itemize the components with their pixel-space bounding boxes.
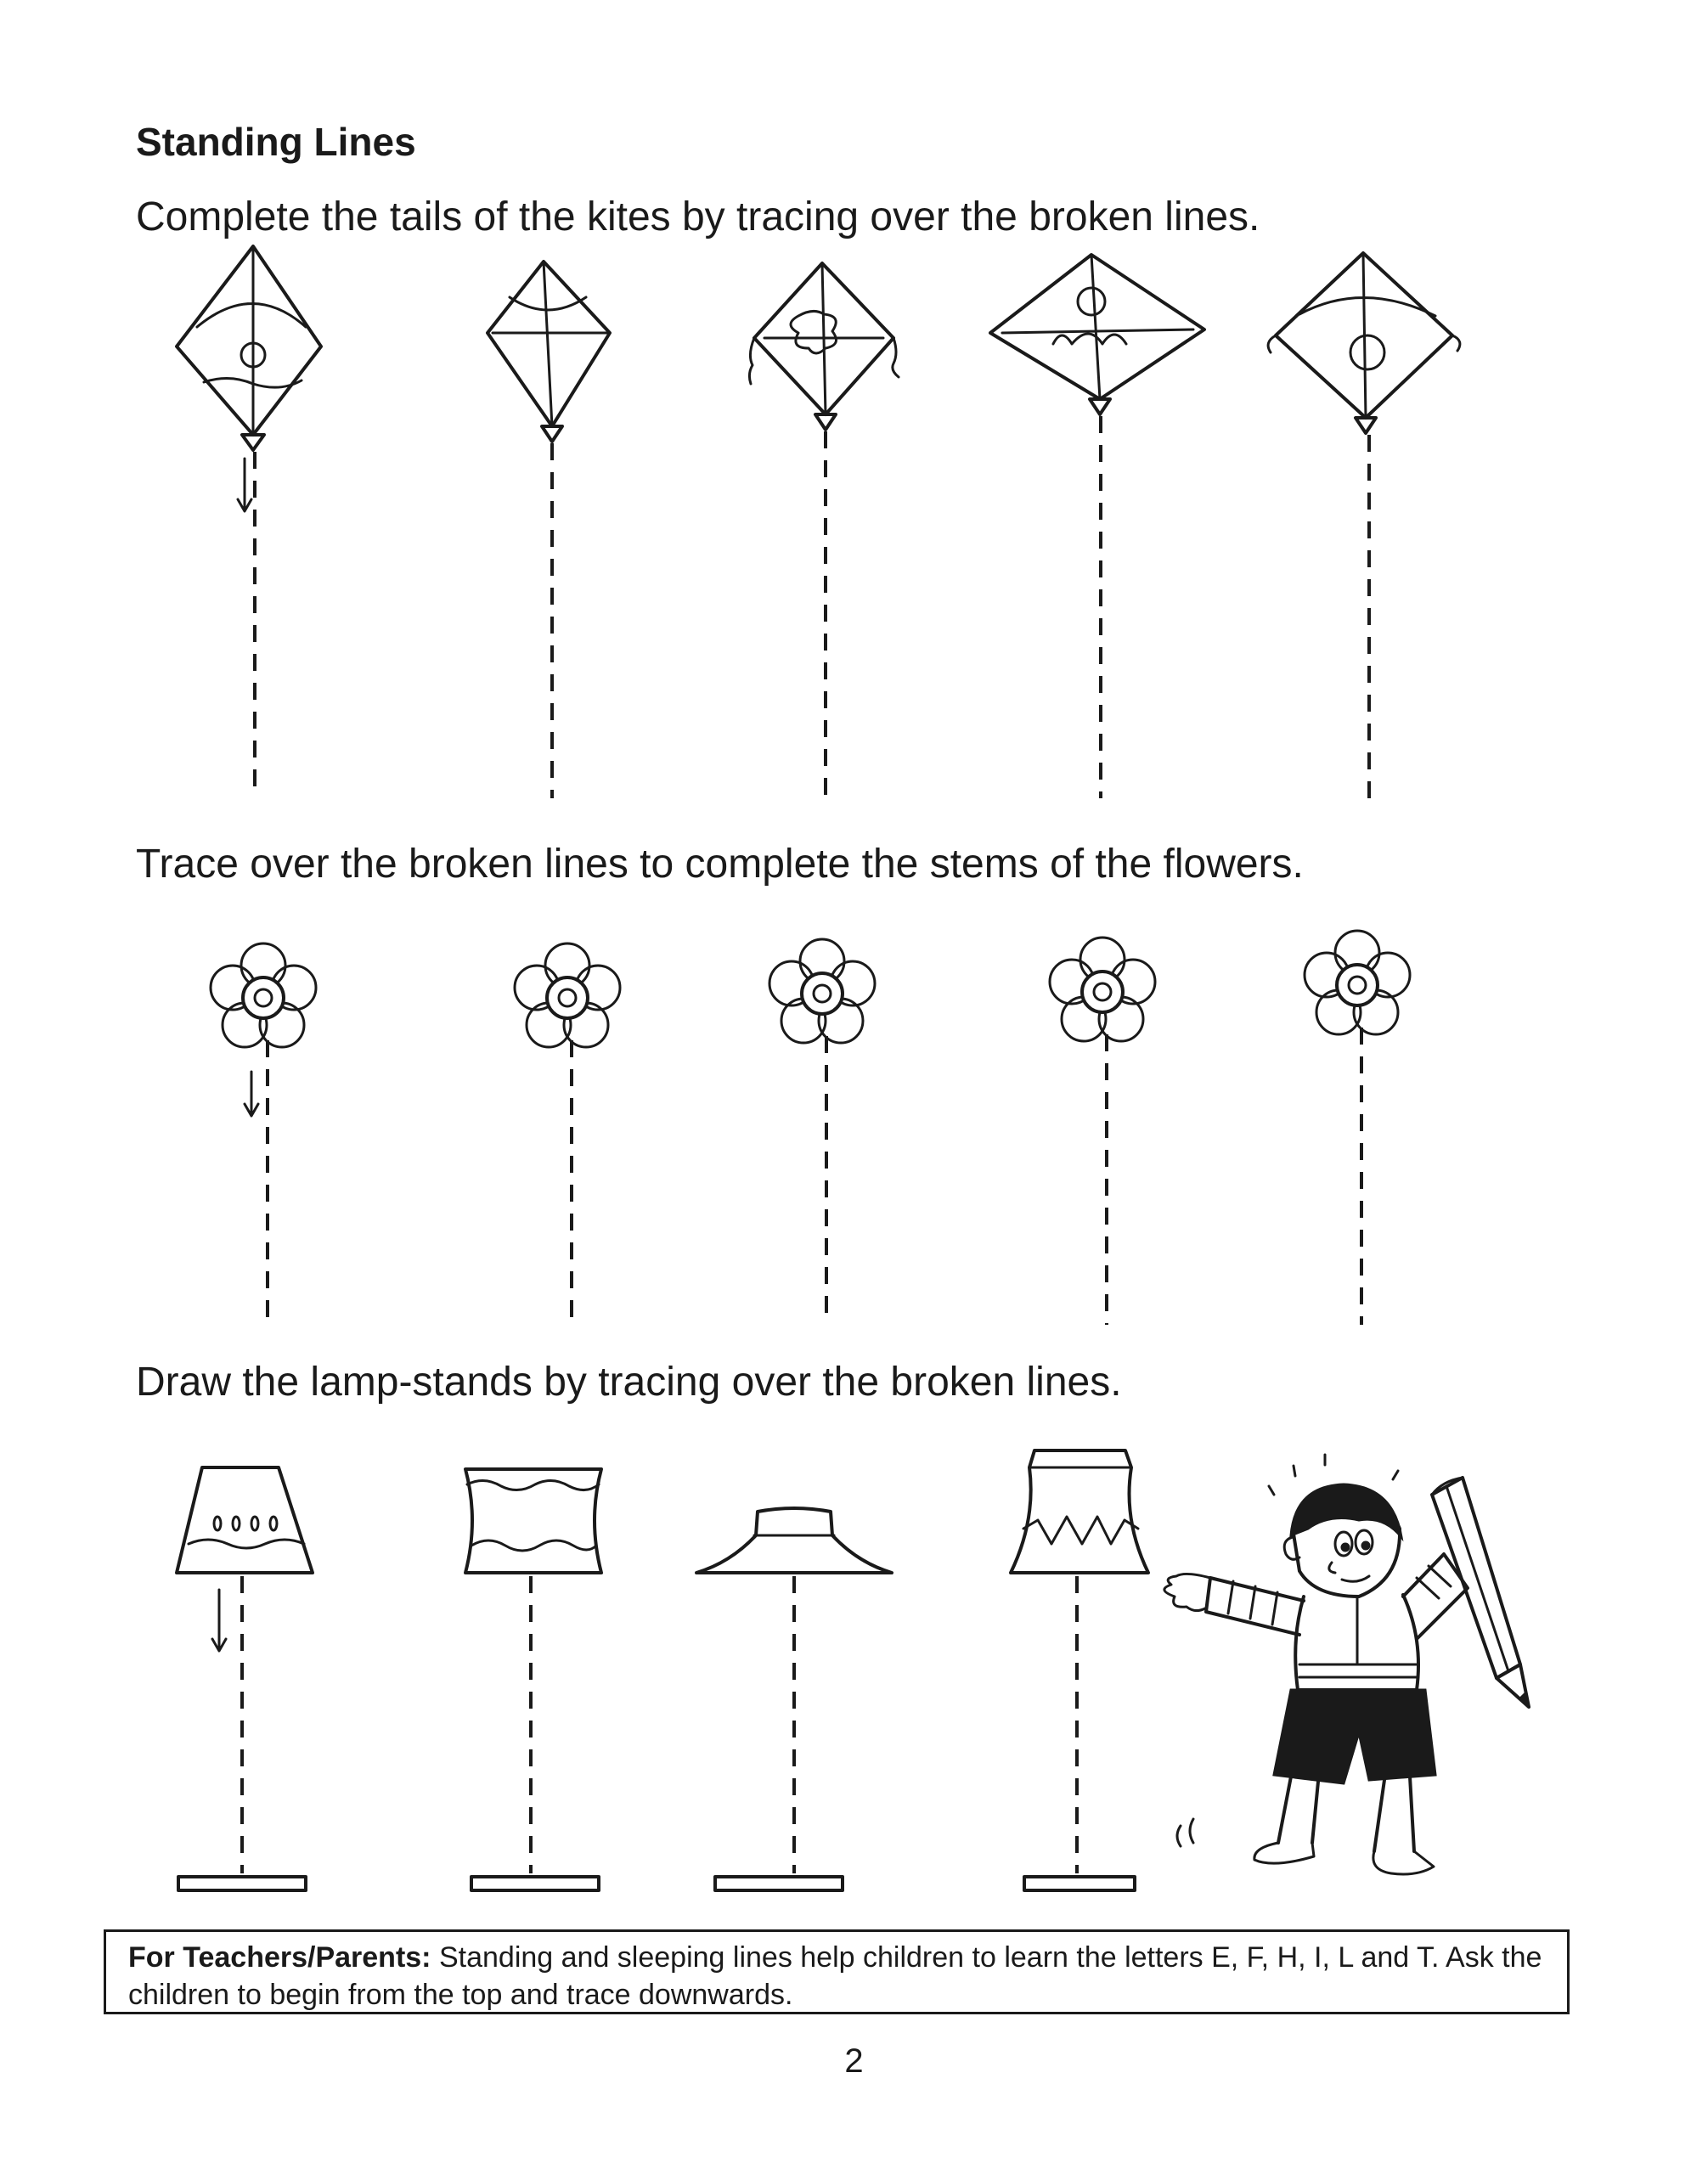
down-arrow-icon bbox=[245, 1072, 258, 1116]
teacher-note bbox=[104, 1929, 1570, 2014]
down-arrow-icon bbox=[238, 459, 251, 511]
flower-icon bbox=[211, 943, 316, 1047]
lamps-exercise bbox=[0, 1435, 1708, 1911]
lamp-icon bbox=[177, 1467, 313, 1890]
lamp-icon bbox=[1011, 1450, 1148, 1890]
note-text: Standing and sleeping lines help children to learn the letters E, F, H, I, L and T. Ask the children to begin from the top and trace downwards. bbox=[128, 1941, 1542, 2011]
kite-icon bbox=[488, 262, 610, 442]
down-arrow-icon bbox=[212, 1590, 226, 1651]
page-number: 2 bbox=[844, 2042, 864, 2080]
lamp-icon bbox=[465, 1469, 601, 1890]
kite-icon bbox=[177, 246, 321, 450]
kites-exercise bbox=[0, 238, 1708, 815]
section-heading: Standing Lines bbox=[136, 120, 416, 164]
flowers-exercise bbox=[0, 900, 1708, 1342]
boy-with-pencil-illustration bbox=[1164, 1455, 1529, 1874]
kite-icon bbox=[749, 263, 899, 430]
flower-icon bbox=[1050, 938, 1155, 1041]
flower-icon bbox=[769, 939, 875, 1043]
note-label: For Teachers/Parents: bbox=[128, 1941, 431, 1974]
lamps-instruction: Draw the lamp-stands by tracing over the broken lines. bbox=[136, 1360, 1122, 1405]
flower-icon bbox=[1305, 931, 1410, 1034]
kite-icon bbox=[990, 255, 1204, 414]
kite-icon bbox=[1268, 253, 1460, 433]
flowers-instruction: Trace over the broken lines to complete the stems of the flowers. bbox=[136, 842, 1304, 887]
flower-icon bbox=[515, 943, 620, 1047]
kites-instruction: Complete the tails of the kites by tracing over the broken lines. bbox=[136, 194, 1260, 239]
